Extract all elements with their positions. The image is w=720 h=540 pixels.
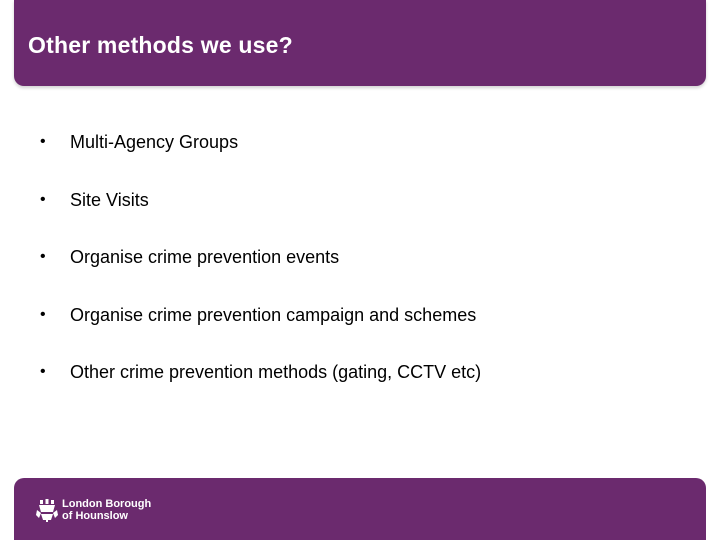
bullet-text: Organise crime prevention events — [70, 247, 340, 267]
bullet-text: Organise crime prevention campaign and schemes — [70, 304, 477, 325]
logo-line-2: of Hounslow — [62, 510, 128, 522]
council-logo — [35, 498, 151, 522]
logo-text — [62, 498, 151, 522]
bullet-text: Other crime prevention methods (gating, CCTV etc) — [70, 362, 482, 382]
slide-title: Other methods we use? — [28, 32, 293, 58]
bullet-icon: • — [40, 133, 46, 150]
bullet-icon: • — [40, 190, 46, 208]
logo-line-1: London Borough — [62, 498, 152, 510]
bullet-icon: • — [40, 363, 46, 380]
footer-bar — [14, 478, 706, 540]
bullet-text: Multi-Agency Groups — [70, 132, 239, 152]
bullet-icon: • — [40, 305, 46, 323]
bullet-icon: • — [40, 248, 46, 265]
title-bar — [14, 0, 706, 86]
bullet-text: Site Visits — [70, 189, 149, 210]
hounslow-crest-icon — [35, 498, 59, 522]
